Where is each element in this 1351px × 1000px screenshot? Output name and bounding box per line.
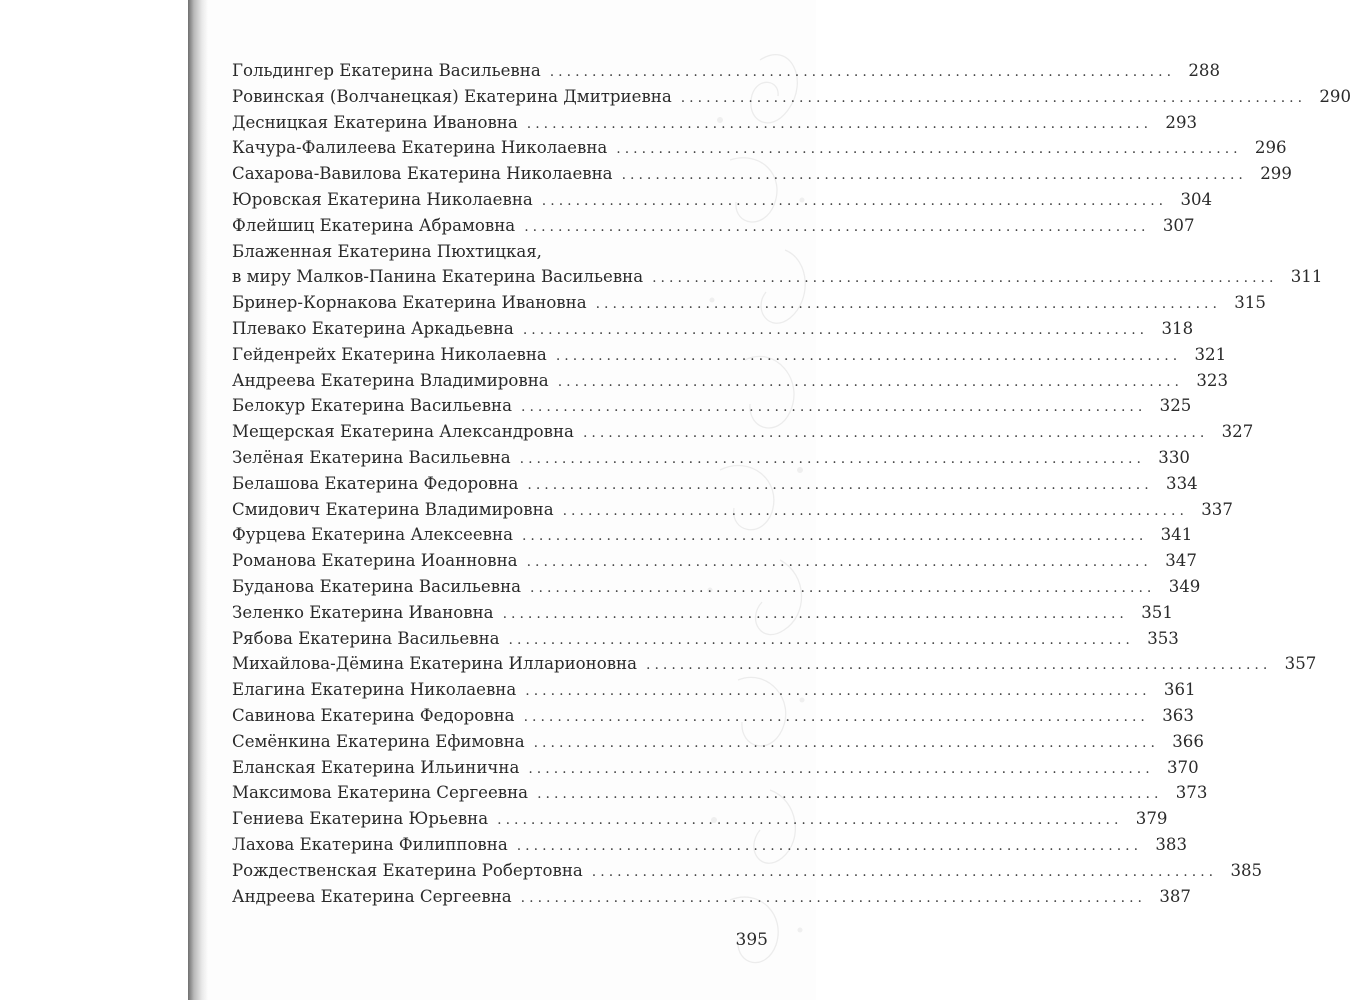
toc-entry-page: 304 (1180, 189, 1213, 209)
toc-entry-page: 296 (1254, 138, 1287, 158)
toc-entry (232, 84, 1351, 110)
toc-entry-page: 383 (1155, 834, 1188, 854)
dot-leader: .......................................................................... (557, 373, 1184, 390)
toc-entry-name: Десницкая Екатерина Ивановна (232, 112, 518, 132)
toc-entry-page: 323 (1196, 370, 1229, 390)
toc-entry (232, 780, 1208, 806)
dot-leader: .......................................................................... (526, 115, 1153, 132)
toc-entry-name: Зеленко Екатерина Ивановна (232, 602, 494, 622)
toc-entry (232, 677, 1196, 703)
dot-leader: .......................................................................... (521, 528, 1148, 545)
toc-entry-first-line (232, 239, 768, 265)
toc-entry-name: Гольдингер Екатерина Васильевна (232, 61, 541, 80)
toc-entry-name: Савинова Екатерина Федоровна (232, 705, 515, 725)
toc-entry-page: 349 (1168, 576, 1201, 596)
toc-entry-page: 311 (1290, 267, 1323, 287)
dot-leader: .......................................................................... (616, 141, 1242, 158)
dot-leader: .......................................................................... (502, 605, 1128, 622)
spine-shadow (188, 0, 208, 1000)
dot-leader: .......................................................................... (621, 167, 1247, 184)
toc-entry-name: Зелёная Екатерина Васильевна (232, 447, 511, 467)
toc-entry (232, 858, 1263, 884)
toc-entry-name: Михайлова-Дёмина Екатерина Илларионовна (232, 654, 637, 674)
toc-entry-name: Лахова Екатерина Филипповна (232, 834, 508, 854)
toc-entry (232, 626, 1179, 652)
toc-entry-page: 290 (1319, 86, 1351, 106)
toc-entry (232, 445, 1190, 471)
dot-leader: .......................................................................... (497, 812, 1123, 829)
dot-leader: .......................................................................... (508, 631, 1134, 648)
toc-entry-name: Качура-Фалилеева Екатерина Николаевна (232, 138, 608, 158)
toc-entry (232, 574, 1201, 600)
toc-entry (232, 342, 1227, 368)
toc-entry (232, 368, 1229, 394)
toc-entry-name: Семёнкина Екатерина Ефимовна (232, 731, 525, 751)
toc-entry (232, 290, 1266, 316)
dot-leader: .......................................................................... (525, 683, 1151, 700)
dot-leader: .......................................................................... (519, 450, 1145, 467)
toc-entry-page: 318 (1161, 318, 1194, 338)
toc-entry-page: 327 (1221, 422, 1254, 442)
toc-entry-name: Гейденрейх Екатерина Николаевна (232, 344, 547, 364)
dot-leader: .......................................................................... (652, 270, 1278, 287)
dot-leader: .......................................................................... (541, 192, 1168, 209)
toc-entry (232, 729, 1204, 755)
toc-entry-name: Рождественская Екатерина Робертовна (232, 860, 583, 880)
dot-leader: .......................................................................... (521, 399, 1147, 416)
toc-entry-name: Ровинская (Волчанецкая) Екатерина Дмитриевна (232, 86, 672, 106)
toc-entry-name: Сахарова-Вавилова Екатерина Николаевна (232, 164, 613, 184)
toc-entry (232, 755, 1199, 781)
toc-entry-name: Андреева Екатерина Сергеевна (232, 886, 512, 906)
toc-entry-name: Флейшиц Екатерина Абрамовна (232, 215, 516, 235)
toc-entry-page: 334 (1166, 473, 1198, 493)
dot-leader: .......................................................................... (582, 425, 1209, 442)
toc-entry (232, 213, 1195, 239)
dot-leader: .......................................................................... (646, 657, 1272, 674)
toc-entry-page: 387 (1159, 886, 1191, 906)
toc-entry (232, 651, 1317, 677)
dot-leader: .......................................................................... (591, 863, 1218, 880)
page-number: 395 (735, 930, 768, 950)
toc-entry (232, 161, 1292, 187)
dot-leader: .......................................................................... (595, 296, 1221, 313)
toc-entry (232, 393, 1192, 419)
toc-entry (232, 548, 1197, 574)
toc-entry-name: Рябова Екатерина Васильевна (232, 628, 500, 648)
dot-leader: .......................................................................... (520, 889, 1146, 906)
toc-entry-page: 385 (1230, 860, 1263, 880)
toc-entry-page: 293 (1165, 112, 1198, 132)
toc-entry-name: Фурцева Екатерина Алексеевна (232, 525, 513, 545)
toc-entry (232, 187, 1213, 213)
dot-leader: .......................................................................... (680, 89, 1307, 106)
dot-leader: .......................................................................... (522, 321, 1149, 338)
toc-entry-name: Елагина Екатерина Николаевна (232, 680, 517, 700)
dot-leader: .......................................................................... (523, 708, 1149, 725)
toc-entry-page: 325 (1159, 396, 1192, 416)
dot-leader: .......................................................................... (524, 218, 1150, 235)
toc-entry (232, 806, 1168, 832)
toc-entry-page: 321 (1194, 344, 1227, 364)
toc-entry-name: Белашова Екатерина Федоровна (232, 473, 519, 493)
table-of-contents (232, 58, 1351, 909)
toc-entry-page: 315 (1234, 293, 1266, 313)
toc-entry-name: Романова Екатерина Иоанновна (232, 551, 518, 571)
toc-entry-page: 353 (1147, 628, 1179, 648)
toc-entry (232, 110, 1198, 136)
toc-entry-name: Еланская Екатерина Ильинична (232, 757, 520, 777)
dot-leader: .......................................................................... (526, 554, 1152, 571)
toc-entry (232, 316, 1194, 342)
toc-entry-name: Максимова Екатерина Сергеевна (232, 783, 529, 803)
toc-entry (232, 522, 1193, 548)
dot-leader: .......................................................................... (549, 64, 1176, 80)
toc-entry-name: Андреева Екатерина Владимировна (232, 370, 549, 390)
toc-entry (232, 419, 1254, 445)
toc-entry-name: Плевако Екатерина Аркадьевна (232, 318, 514, 338)
toc-entry-page: 379 (1135, 809, 1168, 829)
toc-entry-name: Буданова Екатерина Васильевна (232, 576, 522, 596)
toc-entry (232, 264, 1323, 290)
toc-entry-page: 361 (1163, 680, 1196, 700)
toc-entry-name: Белокур Екатерина Васильевна (232, 396, 512, 416)
toc-entry (232, 832, 1188, 858)
dot-leader: .......................................................................... (527, 476, 1153, 493)
toc-entry-page: 363 (1162, 705, 1194, 725)
toc-entry (232, 703, 1194, 729)
dot-leader: .......................................................................... (528, 760, 1154, 777)
dot-leader: .......................................................................... (530, 579, 1156, 596)
dot-leader: .......................................................................... (516, 837, 1143, 854)
dot-leader: .......................................................................... (555, 347, 1182, 364)
dot-leader: .......................................................................... (533, 734, 1159, 751)
toc-entry-page: 337 (1201, 499, 1233, 519)
toc-entry-page: 370 (1167, 757, 1199, 777)
toc-entry-page: 351 (1141, 602, 1173, 622)
toc-entry (232, 497, 1233, 523)
toc-entry-name: Мещерская Екатерина Александровна (232, 422, 574, 442)
toc-entry-name: Блаженная Екатерина Пюхтицкая, (232, 241, 542, 261)
toc-entry (232, 884, 1191, 910)
toc-entry-page: 366 (1172, 731, 1204, 751)
toc-entry (232, 471, 1198, 497)
dot-leader: .......................................................................... (537, 786, 1163, 803)
toc-entry-page: 373 (1175, 783, 1208, 803)
toc-entry-name: Смидович Екатерина Владимировна (232, 499, 554, 519)
toc-entry-page: 299 (1260, 164, 1292, 184)
toc-entry (232, 58, 1221, 84)
toc-entry-page: 288 (1188, 61, 1221, 80)
toc-entry-name: Бринер-Корнакова Екатерина Ивановна (232, 293, 587, 313)
toc-entry-name: в миру Малков-Панина Екатерина Васильевна (232, 267, 644, 287)
toc-entry-name: Гениева Екатерина Юрьевна (232, 809, 489, 829)
toc-entry-page: 341 (1160, 525, 1193, 545)
toc-entry-page: 357 (1284, 654, 1317, 674)
dot-leader: .......................................................................... (562, 502, 1188, 519)
toc-entry-page: 347 (1165, 551, 1197, 571)
toc-entry-page: 330 (1158, 447, 1190, 467)
toc-entry-name: Юровская Екатерина Николаевна (232, 189, 533, 209)
toc-entry (232, 600, 1173, 626)
toc-entry-page: 307 (1162, 215, 1195, 235)
toc-entry (232, 135, 1287, 161)
